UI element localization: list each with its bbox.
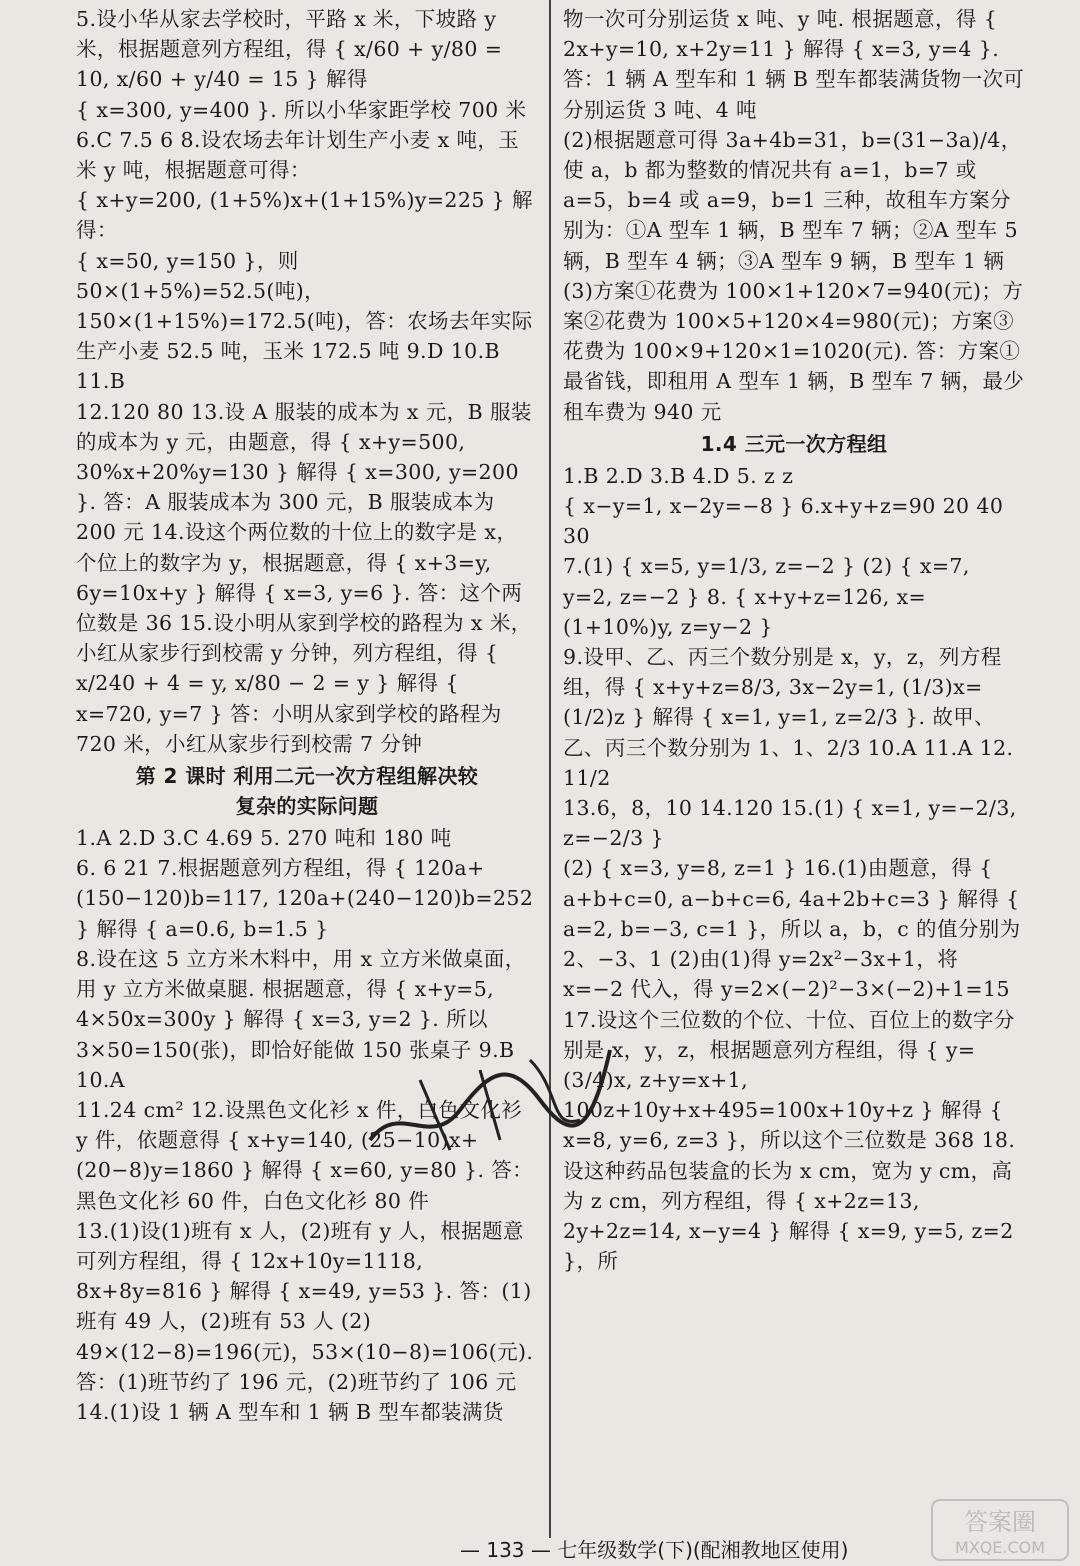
- answer-paragraph: { x−y=1, x−2y=−8 } 6.x+y+z=90 20 40 30: [563, 494, 1004, 549]
- answer-paragraph: { x+y=200, (1+5%)x+(1+15%)y=225 } 解得：: [76, 188, 533, 243]
- handwritten-scribble: [360, 1040, 620, 1160]
- answer-paragraph: 8.设在这 5 立方米木料中，用 x 立方米做桌面，用 y 立方米做桌腿. 根据题意，得 { x+y=5, 4×50x=300y } 解得 { x=3, y=2 }. 所以 3×50=150(张)，即恰好能做 150 张桌子 9.B 10.A: [76, 946, 526, 1092]
- answer-paragraph: { x=300, y=400 }. 所以小华家距学校 700 米 6.C 7.5 6 8.设农场去年计划生产小麦 x 吨，玉米 y 吨，根据题意可得：: [76, 97, 527, 183]
- answer-paragraph: 7.(1) { x=5, y=1/3, z=−2 } (2) { x=7, y=2, z=−2 } 8. { x+y+z=126, x=(1+10%)y, z=y−2 }: [563, 554, 970, 639]
- footer-dash: —: [460, 1538, 487, 1562]
- right-column: [563, 4, 1025, 1276]
- book-subject: 七年级数学(下)(配湘教地区使用): [557, 1538, 849, 1562]
- answer-paragraph: 1.B 2.D 3.B 4.D 5. z z: [563, 463, 794, 488]
- section-heading-line: 第 2 课时 利用二元一次方程组解决较: [135, 764, 479, 789]
- answer-paragraph: (2) { x=3, y=8, z=1 } 16.(1)由题意，得 { a+b+c=0, a−b+c=6, 4a+2b+c=3 } 解得 { a=2, b=−3, c=1 }，所以 a，b，c 的值分别为 2、−3、1 (2)由(1)得 y=2x²−3x+1，将 x=−2 代入，得 y=2×(−2)²−3×(−2)+1=15 17.设这个三位数的个位、十位、百位上的数字分别是 x，y，z，根据题意列方程组，得 { y=(3/4)x, z+y=x+1, 100z+10y+x+495=100x+10y+z } 解得 { x=8, y=6, z=3 }，所以这个三位数是 368 18.设这种药品包装盒的长为 x cm，宽为 y cm，高为 z cm，列方程组，得 { x+2z=13, 2y+2z=14, x−y=4 } 解得 { x=9, y=5, z=2 }，所: [563, 856, 1021, 1274]
- answer-paragraph: 12.120 80 13.设 A 服装的成本为 x 元，B 服装的成本为 y 元，由题意，得 { x+y=500, 30%x+20%y=130 } 解得 { x=300, y=200 }. 答：A 服装成本为 300 元，B 服装成本为 200 元 14.设这个两位数的十位上的数字是 x，个位上的数字为 y，根据题意，得 { x+3=y, 6y=10x+y } 解得 { x=3, y=6 }. 答：这个两位数是 36 15.设小明从家到学校的路程为 x 米，小红从家步行到校需 y 分钟，列方程组，得 { x/240 + 4 = y, x/80 − 2 = y } 解得 { x=720, y=7 } 答：小明从家到学校的路程为 720 米，小红从家步行到校需 7 分钟: [76, 399, 532, 756]
- answer-paragraph: 5.设小华从家去学校时，平路 x 米，下坡路 y 米，根据题意列方程组，得 { x/60 + y/80 = 10, x/60 + y/40 = 15 } 解得: [76, 7, 503, 92]
- answer-paragraph: 11.24 cm² 12.设黑色文化衫 x 件，白色文化衫 y 件，依题意得 { x+y=140, (25−10)x+(20−8)y=1860 } 解得 { x=60, y=80 }. 答：黑色文化衫 60 件，白色文化衫 80 件: [76, 1097, 534, 1213]
- page-number: 133: [486, 1538, 525, 1562]
- answer-paragraph: 6. 6 21 7.根据题意列方程组，得 { 120a+(150−120)b=117, 120a+(240−120)b=252 } 解得 { a=0.6, b=1.5 }: [76, 856, 534, 941]
- answer-paragraph: 9.设甲、乙、丙三个数分别是 x，y，z，列方程组，得 { x+y+z=8/3, 3x−2y=1, (1/3)x=(1/2)z } 解得 { x=1, y=1, z=2/3 }. 故甲、乙、丙三个数分别为 1、1、2/3 10.A 11.A 12. 11/2: [563, 645, 1014, 790]
- section-heading: 1.4 三元一次方程组: [700, 431, 888, 456]
- footer-dash: —: [530, 1538, 558, 1562]
- column-divider: [549, 0, 551, 1538]
- answer-paragraph: 物一次可分别运货 x 吨、y 吨. 根据题意，得 { 2x+y=10, x+2y=11 } 解得 { x=3, y=4 }. 答：1 辆 A 型车和 1 辆 B 型车都装满货物一次可分别运货 3 吨、4 吨: [563, 7, 1025, 122]
- watermark-text: 答案圈: [964, 1508, 1036, 1536]
- watermark-domain: MXQE.COM: [954, 1538, 1046, 1557]
- answer-paragraph: 1.A 2.D 3.C 4.69 5. 270 吨和 180 吨: [76, 826, 452, 851]
- answer-paragraph: 13.6，8，10 14.120 15.(1) { x=1, y=−2/3, z=−2/3 }: [563, 796, 1017, 851]
- answer-paragraph: 13.(1)设(1)班有 x 人，(2)班有 y 人，根据题意可列方程组，得 { 12x+10y=1118, 8x+8y=816 } 解得 { x=49, y=53 }. 答：(1)班有 49 人，(2)班有 53 人 (2) 49×(12−8)=196(元)，53×(10−8)=106(元). 答：(1)班节约了 196 元，(2)班节约了 106 元 14.(1)设 1 辆 A 型车和 1 辆 B 型车都装满货: [76, 1218, 534, 1424]
- page-footer: [460, 1534, 848, 1563]
- answer-paragraph: (2)根据题意可得 3a+4b=31，b=(31−3a)/4，使 a，b 都为整数的情况共有 a=1，b=7 或 a=5，b=4 或 a=9，b=1 三种，故租车方案分别为：①A 型车 1 辆，B 型车 7 辆；②A 型车 5 辆，B 型车 4 辆；③A 型车 9 辆，B 型车 1 辆 (3)方案①花费为 100×1+120×7=940(元)；方案②花费为 100×5+120×4=980(元)；方案③花费为 100×9+120×1=1020(元). 答：方案①最省钱，即租用 A 型车 1 辆，B 型车 7 辆，最少租车费为 940 元: [563, 127, 1025, 424]
- watermark-logo: [930, 1498, 1070, 1562]
- answer-paragraph: { x=50, y=150 }，则 50×(1+5%)=52.5(吨)，150×(1+15%)=172.5(吨)，答：农场去年实际生产小麦 52.5 吨，玉米 172.5 吨 9.D 10.B 11.B: [76, 248, 533, 394]
- left-column: [76, 4, 538, 1427]
- section-heading: [76, 761, 538, 821]
- section-heading-line: 复杂的实际问题: [235, 794, 379, 819]
